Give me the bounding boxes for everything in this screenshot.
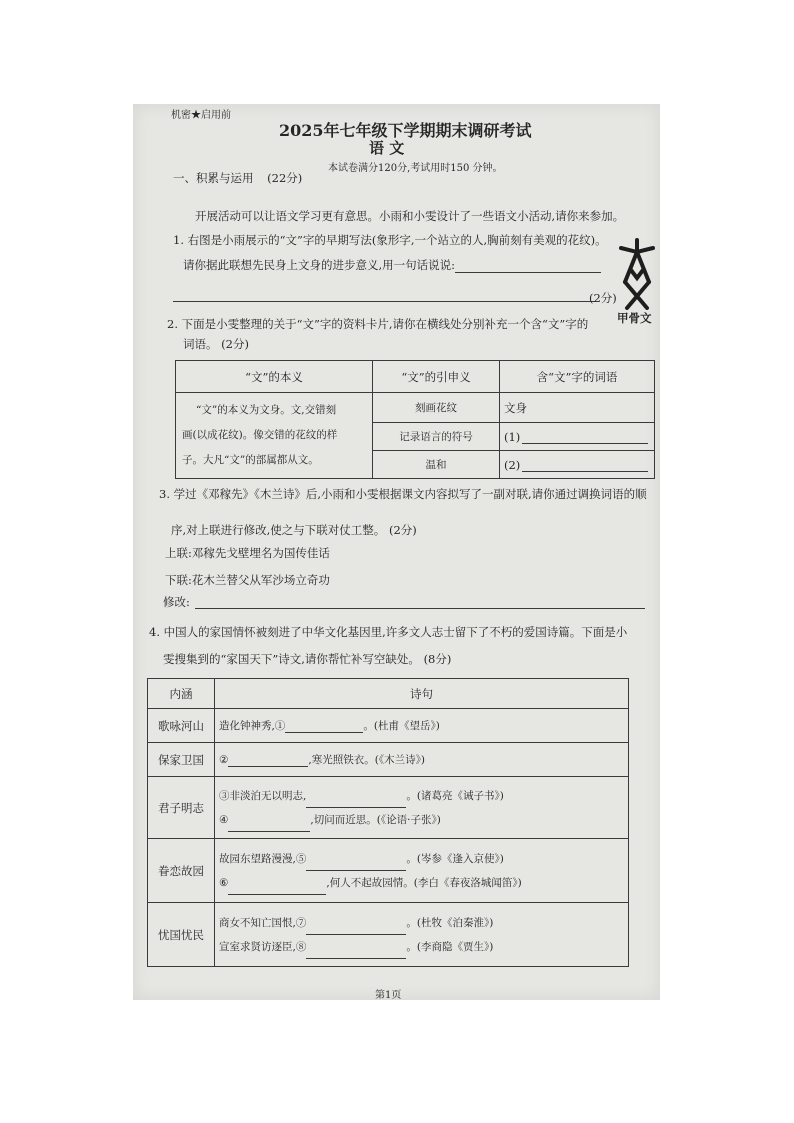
extended-meaning: 温和: [373, 451, 500, 479]
q4-line1: 4. 中国人的家国情怀被刻进了中华文化基因里,许多文人志士留下了不朽的爱国诗篇。下面是小: [149, 625, 628, 639]
poem-cell: ③非淡泊无以明志, 。(诸葛亮《诫子书》) ④ ,切问而近思。(《论语·子张》): [215, 777, 629, 839]
table-header: 含“文”字的词语: [500, 361, 655, 393]
poem-blank-8[interactable]: [306, 946, 406, 959]
poems-table: [147, 678, 629, 967]
table-header: 内涵: [148, 679, 215, 709]
extended-meaning: 刻画花纹: [373, 393, 500, 423]
wen-word-blank-row[interactable]: (1): [500, 423, 655, 451]
poem-blank-1[interactable]: [285, 720, 363, 733]
confidential-mark: 机密★启用前: [171, 110, 231, 121]
couplet-lower: 下联:花木兰替父从军沙场立奇功: [165, 573, 330, 587]
poem-blank-3[interactable]: [306, 795, 406, 808]
subject-title: 语 文: [369, 139, 405, 157]
poem-cell: 商女不知亡国恨,⑦ 。(杜牧《泊秦淮》) 宣室求贤访逐臣,⑧ 。(李商隐《贾生》): [215, 903, 629, 967]
wen-word-blank-row[interactable]: (2): [500, 451, 655, 479]
page-number: 第1页: [375, 990, 402, 1000]
table-header: “文”的本义: [176, 361, 373, 393]
exam-title: 2025年七年级下学期期末调研考试: [279, 121, 532, 140]
q1-answer-blank[interactable]: [455, 260, 601, 273]
q3-line2: 序,对上联进行修改,使之与下联对仗工整。 (2分): [171, 523, 417, 537]
wen-info-card-table: [175, 360, 655, 479]
section-intro: 开展活动可以让语文学习更有意思。小雨和小雯设计了一些语文小活动,请你来参加。: [195, 209, 625, 223]
origin-meaning-cell: “文”的本义为文身。文,交错刻 画(以成花纹)。像交错的花纹的样 子。大凡“文”的部属都从文。: [176, 393, 373, 479]
wen-word: 文身: [500, 393, 655, 423]
glyph-caption: 甲骨文: [617, 311, 652, 325]
q3-line1: 3. 学过《邓稼先》《木兰诗》后,小雨和小雯根据课文内容拟写了一副对联,请你通过调换词语的顺: [159, 487, 647, 501]
q2-blank-1[interactable]: [522, 431, 648, 444]
poem-blank-7[interactable]: [306, 922, 406, 935]
q3-revise-label: 修改:: [163, 595, 190, 609]
q4-line2: 雯搜集到的“家国天下”诗文,请你帮忙补写空缺处。 (8分): [163, 652, 452, 666]
q1-line2: 请你据此联想先民身上文身的进步意义,用一句话说说:: [183, 257, 601, 273]
theme-cell: 眷恋故园: [148, 839, 215, 903]
oracle-wen-glyph-icon: [617, 238, 657, 310]
poem-blank-6[interactable]: [228, 882, 326, 895]
section-title: 一、积累与运用 (22分): [173, 171, 303, 185]
q2-line2: 词语。 (2分): [183, 337, 249, 351]
theme-cell: 君子明志: [148, 777, 215, 839]
q1-score: (2分): [589, 291, 617, 305]
poem-blank-2[interactable]: [228, 754, 308, 767]
poem-cell: 造化钟神秀,① 。(杜甫《望岳》): [215, 709, 629, 743]
q1-answer-line[interactable]: [173, 301, 595, 302]
table-header: “文”的引申义: [373, 361, 500, 393]
theme-cell: 保家卫国: [148, 743, 215, 777]
theme-cell: 忧国忧民: [148, 903, 215, 967]
exam-paper: [133, 104, 660, 1000]
poem-cell: 故园东望路漫漫,⑤ 。(岑参《逢入京使》) ⑥ ,何人不起故园情。(李白《春夜洛城闻笛》): [215, 839, 629, 903]
extended-meaning: 记录语言的符号: [373, 423, 500, 451]
q3-answer-line[interactable]: [195, 608, 645, 609]
table-header: 诗句: [215, 679, 629, 709]
theme-cell: 歌咏河山: [148, 709, 215, 743]
couplet-upper: 上联:邓稼先戈壁埋名为国传佳话: [165, 546, 330, 560]
q2-blank-2[interactable]: [522, 459, 648, 472]
poem-cell: ② ,寒光照铁衣。(《木兰诗》): [215, 743, 629, 777]
exam-note: 本试卷满分120分,考试用时150 分钟。: [328, 163, 503, 174]
poem-blank-4[interactable]: [228, 819, 310, 832]
q2-line1: 2. 下面是小雯整理的关于“文”字的资料卡片,请你在横线处分别补充一个含“文”字的: [167, 317, 589, 331]
poem-blank-5[interactable]: [306, 858, 406, 871]
q1-line1: 1. 右图是小雨展示的“文”字的早期写法(象形字,一个站立的人,胸前刻有美观的花纹)。: [173, 233, 607, 247]
